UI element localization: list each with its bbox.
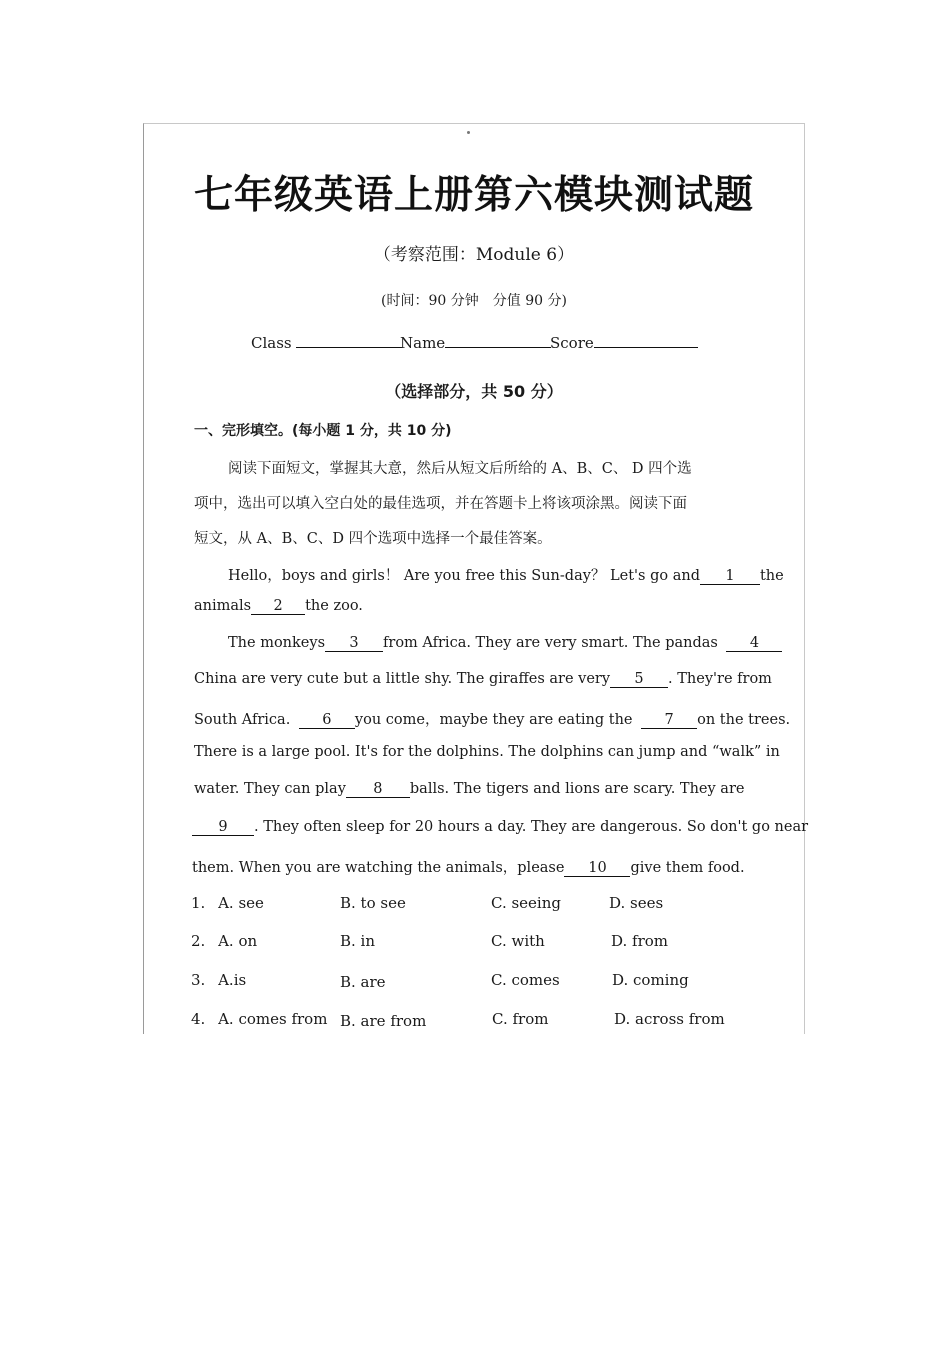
question-3-option-d: D. coming bbox=[612, 971, 689, 989]
blank-3: 3 bbox=[325, 636, 383, 652]
instruction-line-1: 阅读下面短文，掌握其大意，然后从短文后所给的 A、B、C、 D 四个选 bbox=[228, 461, 692, 477]
class-blank bbox=[296, 333, 402, 348]
passage-line-9: them. When you are watching the animals，please 10 give them food. bbox=[192, 860, 745, 876]
blank-4: 4 bbox=[726, 636, 782, 652]
question-2-option-c: C. with bbox=[491, 932, 545, 950]
blank-7: 7 bbox=[641, 713, 697, 729]
instruction-line-2: 项中，选出可以填入空白处的最佳选项，并在答题卡上将该项涂黑。阅读下面 bbox=[194, 496, 687, 512]
blank-6: 6 bbox=[299, 713, 355, 729]
blank-5: 5 bbox=[610, 672, 668, 688]
scan-speck bbox=[467, 131, 470, 134]
time-and-score-info: (时间：90 分钟 分值 90 分) bbox=[381, 293, 567, 309]
exam-scope: （考察范围：Module 6） bbox=[373, 245, 575, 265]
scanned-page bbox=[143, 123, 809, 1034]
blank-9: 9 bbox=[192, 820, 254, 836]
instruction-line-3: 短文，从 A、B、C、D 四个选项中选择一个最佳答案。 bbox=[194, 531, 552, 547]
passage-line-4: China are very cute but a little shy. The giraffes are very 5 . They're from bbox=[194, 671, 772, 687]
question-4: 4. A. comes from bbox=[191, 1010, 328, 1028]
blank-10: 10 bbox=[564, 861, 630, 877]
question-1: 1. A. see bbox=[191, 894, 264, 912]
passage-line-1: Hello，boys and girls！ Are you free this Sun-day？ Let's go and 1 the bbox=[228, 568, 784, 584]
question-3: 3. A.is bbox=[191, 971, 247, 989]
question-1-option-c: C. seeing bbox=[491, 894, 561, 912]
passage-line-6: There is a large pool. It's for the dolphins. The dolphins can jump and “walk” in bbox=[194, 744, 780, 760]
passage-line-3: The monkeys 3 from Africa. They are very smart. The pandas 4 bbox=[228, 635, 782, 652]
blank-1: 1 bbox=[700, 569, 760, 585]
class-field bbox=[251, 333, 402, 352]
blank-2: 2 bbox=[251, 599, 305, 615]
passage-line-8: 9 . They often sleep for 20 hours a day. They are dangerous. So don't go near bbox=[192, 819, 808, 836]
score-field bbox=[550, 333, 698, 352]
question-1-option-b: B. to see bbox=[340, 894, 406, 912]
question-4-option-d: D. across from bbox=[614, 1010, 725, 1028]
name-field bbox=[400, 333, 551, 352]
question-2-option-b: B. in bbox=[340, 932, 376, 950]
question-4-option-c: C. from bbox=[492, 1010, 549, 1028]
name-label: Name bbox=[400, 334, 446, 352]
question-2: 2. A. on bbox=[191, 932, 258, 950]
question-4-option-b: B. are from bbox=[340, 1012, 427, 1030]
section-heading: （选择部分，共 50 分） bbox=[385, 382, 563, 401]
passage-line-2: animals 2 the zoo. bbox=[194, 598, 363, 614]
page-title: 七年级英语上册第六模块测试题 bbox=[193, 173, 754, 218]
question-2-option-d: D. from bbox=[611, 932, 669, 950]
question-1-option-d: D. sees bbox=[609, 894, 664, 912]
question-3-option-b: B. are bbox=[340, 973, 386, 991]
passage-line-7: water. They can play 8 balls. The tigers and lions are scary. They are bbox=[194, 781, 745, 797]
question-3-option-c: C. comes bbox=[491, 971, 560, 989]
score-blank bbox=[594, 333, 698, 348]
passage-line-5: South Africa. 6 you come，maybe they are eating the 7 on the trees. bbox=[194, 712, 791, 728]
class-label: Class bbox=[251, 334, 292, 352]
blank-8: 8 bbox=[346, 782, 410, 798]
part-one-heading: 一、完形填空。(每小题 1 分，共 10 分) bbox=[194, 423, 452, 439]
name-blank bbox=[445, 333, 551, 348]
score-label: Score bbox=[550, 334, 594, 352]
